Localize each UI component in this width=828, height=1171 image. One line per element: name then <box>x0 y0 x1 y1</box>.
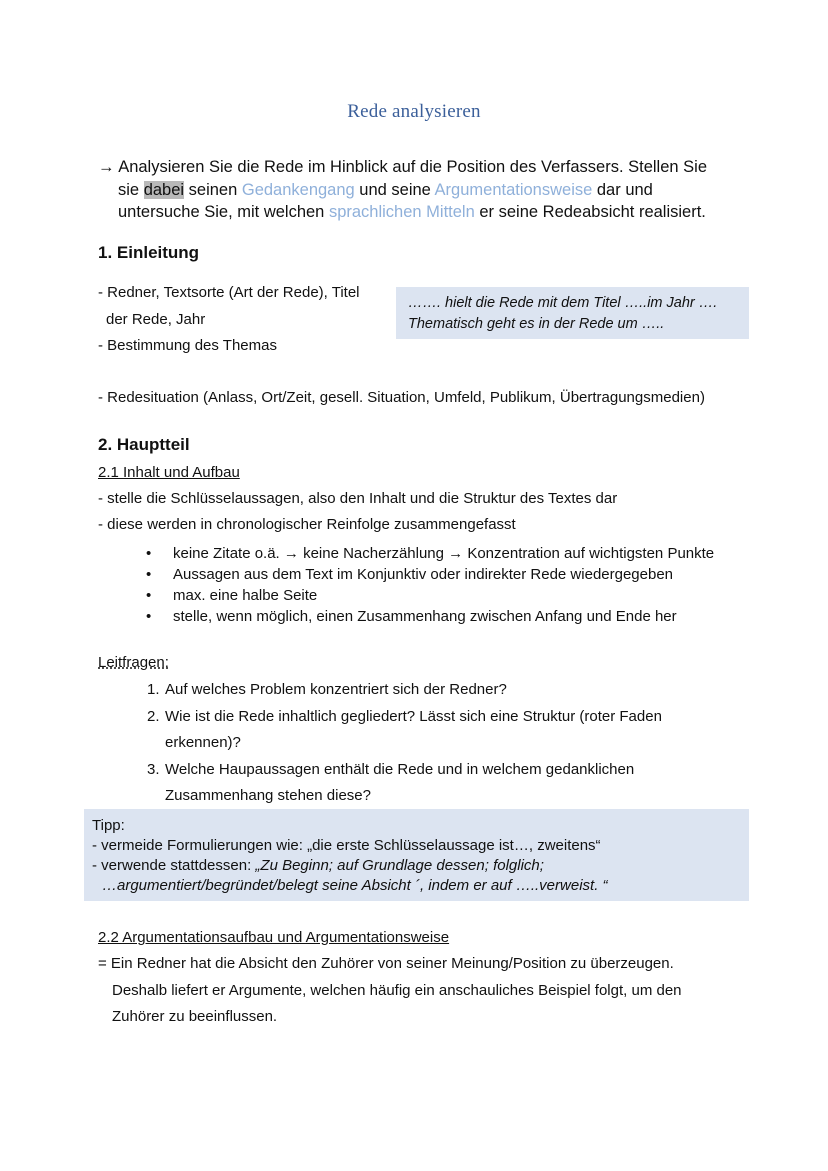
einleitung-item-1-cont: der Rede, Jahr <box>106 311 206 328</box>
hauptteil-point-2: - diese werden in chronologischer Reinfolge zusammengefasst <box>98 516 516 533</box>
list-item: • max. eine halbe Seite <box>146 587 318 604</box>
list-item: • Aussagen aus dem Text im Konjunktiv oder indirekter Rede wiedergegeben <box>146 566 674 583</box>
arrow-right-icon: → <box>98 158 115 176</box>
tip-box <box>84 809 749 901</box>
einleitung-item-2: - Bestimmung des Themas <box>98 337 277 354</box>
tip-line-1: - vermeide Formulierungen wie: „die erste Schlüsselaussage ist…, zweitens“ <box>92 837 601 854</box>
bullet-icon: • <box>146 608 152 625</box>
argumentation-line-1: = Ein Redner hat die Absicht den Zuhörer von seiner Meinung/Position zu überzeugen. <box>98 955 674 972</box>
bullet-icon: • <box>146 566 152 583</box>
leitfragen-list <box>147 677 747 810</box>
einleitung-item-3: - Redesituation (Anlass, Ort/Zeit, gesell. Situation, Umfeld, Publikum, Übertragungsmedien) <box>98 389 705 406</box>
list-item-cont: Zusammenhang stehen diese? <box>165 787 371 804</box>
hauptteil-point-1: - stelle die Schlüsselaussagen, also den Inhalt und die Struktur des Textes dar <box>98 490 618 507</box>
heading-hauptteil: 2. Hauptteil <box>98 435 190 454</box>
list-item: • keine Zitate o.ä. → keine Nacherzählung → Konzentration auf wichtigsten Punkte <box>146 545 715 562</box>
list-item-cont: erkennen)? <box>165 734 241 751</box>
bullet-list <box>146 543 766 627</box>
tip-line-2: - verwende stattdessen: „Zu Beginn; auf Grundlage dessen; folglich; <box>92 857 544 874</box>
list-item: 3. Welche Haupaussagen enthält die Rede und in welchem gedanklichen <box>147 760 635 778</box>
list-item: • stelle, wenn möglich, einen Zusammenhang zwischen Anfang und Ende her <box>146 608 677 625</box>
phrase-box-line-2: Thematisch geht es in der Rede um ….. <box>408 316 665 332</box>
list-item: 1. Auf welches Problem konzentriert sich der Redner? <box>147 681 507 698</box>
list-item: 2. Wie ist die Rede inhaltlich gegliedert? Lässt sich eine Struktur (roter Faden <box>147 707 662 725</box>
einleitung-item-1: - Redner, Textsorte (Art der Rede), Titel <box>98 284 360 301</box>
tip-line-3: …argumentiert/begründet/belegt seine Absicht ´, indem er auf …..verweist. “ <box>102 877 608 894</box>
leitfragen-label: Leitfragen: <box>98 654 169 671</box>
highlighted-word: dabei <box>143 180 185 199</box>
tip-label: Tipp: <box>92 817 125 834</box>
page-title: Rede analysieren <box>347 101 481 122</box>
keyword-argumentationsweise: Argumentationsweise <box>434 180 593 199</box>
phrase-box <box>396 287 749 339</box>
bullet-icon: • <box>146 587 152 604</box>
argumentation-line-2: Deshalb liefert er Argumente, welchen häufig ein anschauliches Beispiel folgt, um den <box>112 982 682 999</box>
task-line-2: sie dabei seinen Gedankengang und seine Argumentationsweise dar und <box>118 180 653 199</box>
task-line-3: untersuche Sie, mit welchen sprachlichen Mitteln er seine Redeabsicht realisiert. <box>118 203 706 221</box>
keyword-gedankengang: Gedankengang <box>241 180 355 199</box>
bullet-icon: • <box>146 545 152 562</box>
task-line-1: → Analysieren Sie die Rede im Hinblick auf die Position des Verfassers. Stellen Sie <box>98 158 707 176</box>
keyword-sprachliche-mittel: sprachlichen Mitteln <box>328 203 475 221</box>
argumentation-line-3: Zuhörer zu beeinflussen. <box>112 1008 278 1025</box>
heading-einleitung: 1. Einleitung <box>98 243 200 262</box>
task-instruction <box>98 156 758 224</box>
phrase-box-line-1: ……. hielt die Rede mit dem Titel …..im Jahr …. <box>408 295 718 311</box>
subheading-inhalt-aufbau: 2.1 Inhalt und Aufbau <box>98 464 240 481</box>
subheading-argumentation: 2.2 Argumentationsaufbau und Argumentationsweise <box>98 929 450 946</box>
